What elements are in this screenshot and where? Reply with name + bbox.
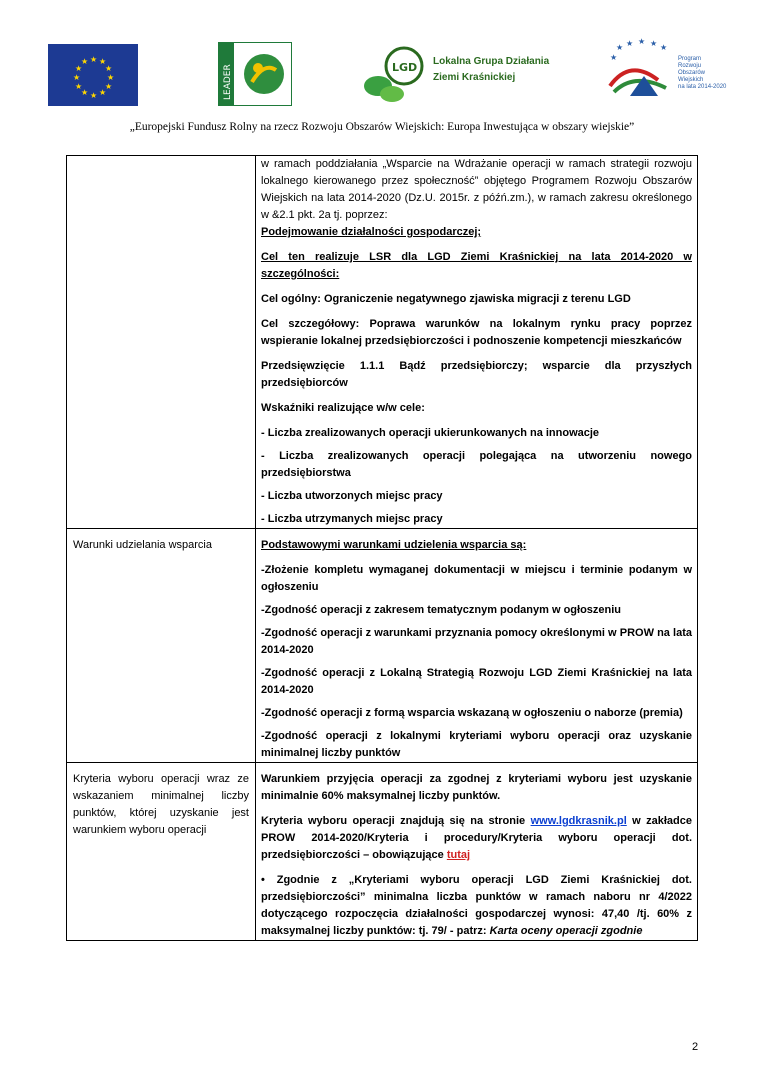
prow-logo: [600, 36, 680, 102]
indicator-item: - Liczba utworzonych miejsc pracy: [261, 490, 443, 502]
svg-text:★: ★: [105, 64, 113, 73]
condition-item: -Zgodność operacji z zakresem tematycznym podanym w ogłoszeniu: [261, 604, 622, 616]
svg-text:★: ★: [90, 55, 98, 64]
intro-text: w ramach poddziałania „Wsparcie na Wdrażanie operacji w ramach strategii rozwoju lokalnego kierowanego przez społeczność” objętego Programem Rozwoju Obszarów Wiejskich na lata 2014-2020 (Dz.U. 2015r. z późń.zm.), w ramach zakresu określonego w &2.1 pkt. 2a tj. poprzez:: [261, 158, 692, 221]
svg-text:★: ★: [81, 88, 89, 97]
general-goal: Cel ogólny: Ograniczenie negatywnego zjawiska migracji z terenu LGD: [261, 293, 631, 305]
specific-goal: Cel szczegółowy: Poprawa warunków na lokalnym rynku pracy poprzez wspieranie lokalnej przedsiębiorczości i podnoszenie kompetencji mieszkańców: [261, 318, 692, 347]
lgdkrasnik-link[interactable]: www.lgdkrasnik.pl: [530, 815, 627, 827]
svg-text:★: ★: [99, 57, 107, 66]
table-row: [67, 156, 698, 529]
prow-text-4: Wiejskich: [678, 77, 704, 83]
criteria-text-before: Kryteria wyboru operacji znajdują się na stronie: [261, 815, 526, 827]
svg-text:★: ★: [81, 57, 89, 66]
leader-logo: [218, 42, 292, 106]
condition-item: -Zgodność operacji z Lokalną Strategią Rozwoju LGD Ziemi Kraśnickiej na lata 2014-2020: [261, 667, 692, 696]
funding-slogan: „Europejski Fundusz Rolny na rzecz Rozwoju Obszarów Wiejskich: Europa Inwestująca w obszary wiejskie”: [129, 121, 635, 133]
criteria-text-after: w zakładce PROW 2014-2020/Kryteria i procedury/Kryteria wyboru operacji dot. przedsiębiorczości – obowiązujące: [261, 815, 693, 861]
prow-text-5: na lata 2014-2020: [678, 84, 727, 90]
criteria-link-paragraph: [261, 813, 692, 864]
bullet-icon: •: [261, 874, 265, 886]
prow-text-3: Obszarów: [678, 70, 706, 76]
tutaj-link[interactable]: tutaj: [446, 849, 471, 861]
lgd-name-line1: Lokalna Grupa Działania: [433, 56, 550, 67]
svg-text:★: ★: [650, 39, 658, 48]
indicator-item: - Liczba zrealizowanych operacji ukierunkowanych na innowacje: [261, 427, 600, 439]
conditions-heading: Podstawowymi warunkami udzielenia wsparcia są:: [261, 539, 527, 551]
eu-flag-logo: [48, 44, 138, 106]
row1-label: [67, 156, 256, 529]
svg-text:★: ★: [107, 73, 115, 82]
info-table: [66, 155, 698, 941]
svg-text:★: ★: [99, 88, 107, 97]
evaluation-card-reference: Karta oceny operacji zgodnie: [489, 925, 643, 937]
minimum-points-paragraph: [261, 872, 692, 940]
svg-text:★: ★: [610, 53, 618, 62]
svg-text:★: ★: [105, 82, 113, 91]
lgd-logo: [360, 44, 430, 106]
lgd-badge-text: LGD: [392, 61, 418, 74]
page-number: 2: [692, 1041, 699, 1053]
intro-bold: Podejmowanie działalności gospodarczej;: [261, 226, 482, 238]
criteria-threshold-text: Warunkiem przyjęcia operacji za zgodnej z kryteriami wyboru jest uzyskanie minimalnie 60% maksymalnej liczby punktów.: [261, 773, 692, 802]
row3-content: [256, 763, 698, 941]
table-row: [67, 763, 698, 941]
minimum-points-text: Zgodnie z „Kryteriami wyboru operacji LGD Ziemi Kraśnickiej dot. przedsiębiorczości” minimalna liczba punktów w ramach naboru nr 4/2022 dotyczącego rozpoczęcia działalności gospodarczej wynosi: 47,40 /tj. 60% z maksymalnej liczby punktów: tj. 79/ - patrz:: [261, 874, 692, 937]
condition-item: -Zgodność operacji z warunkami przyznania pomocy określonymi w PROW na lata 2014-2020: [261, 627, 692, 656]
lgd-name-line2: Ziemi Kraśnickiej: [433, 72, 516, 83]
prow-text-1: Program: [678, 56, 702, 62]
row2-content: [256, 529, 698, 763]
row2-label: Warunki udzielania wsparcia: [67, 529, 256, 763]
svg-text:★: ★: [638, 37, 646, 46]
indicator-item: - Liczba utrzymanych miejsc pracy: [261, 513, 443, 525]
svg-text:★: ★: [75, 82, 83, 91]
svg-text:★: ★: [75, 64, 83, 73]
svg-text:★: ★: [616, 43, 624, 52]
indicator-item: - Liczba zrealizowanych operacji polegająca na utworzeniu nowego przedsiębiorstwa: [261, 450, 692, 479]
row3-label: Kryteria wyboru operacji wraz ze wskazaniem minimalnej liczby punktów, której uzyskanie jest warunkiem wyboru operacji: [67, 763, 256, 941]
prow-text-2: Rozwoju: [678, 63, 702, 69]
undertaking: Przedsięwzięcie 1.1.1 Bądź przedsiębiorczy; wsparcie dla przyszłych przedsiębiorców: [261, 360, 692, 389]
svg-text:★: ★: [626, 39, 634, 48]
condition-item: -Złożenie kompletu wymaganej dokumentacji w miejscu i terminie podanym w ogłoszeniu: [261, 564, 692, 593]
condition-item: -Zgodność operacji z formą wsparcia wskazaną w ogłoszeniu o naborze (premia): [261, 707, 683, 719]
row1-content: [256, 156, 698, 529]
condition-item: -Zgodność operacji z lokalnymi kryteriami wyboru operacji oraz uzyskanie minimalnej liczby punktów: [261, 730, 692, 759]
indicators-heading: Wskaźniki realizujące w/w cele:: [261, 402, 425, 414]
svg-text:★: ★: [660, 43, 668, 52]
svg-text:★: ★: [73, 73, 81, 82]
goal-heading: Cel ten realizuje LSR dla LGD Ziemi Kraśnickiej na lata 2014-2020 w szczególności:: [261, 251, 692, 280]
leader-text: LEADER: [223, 64, 233, 100]
svg-text:★: ★: [90, 91, 98, 100]
table-row: [67, 529, 698, 763]
